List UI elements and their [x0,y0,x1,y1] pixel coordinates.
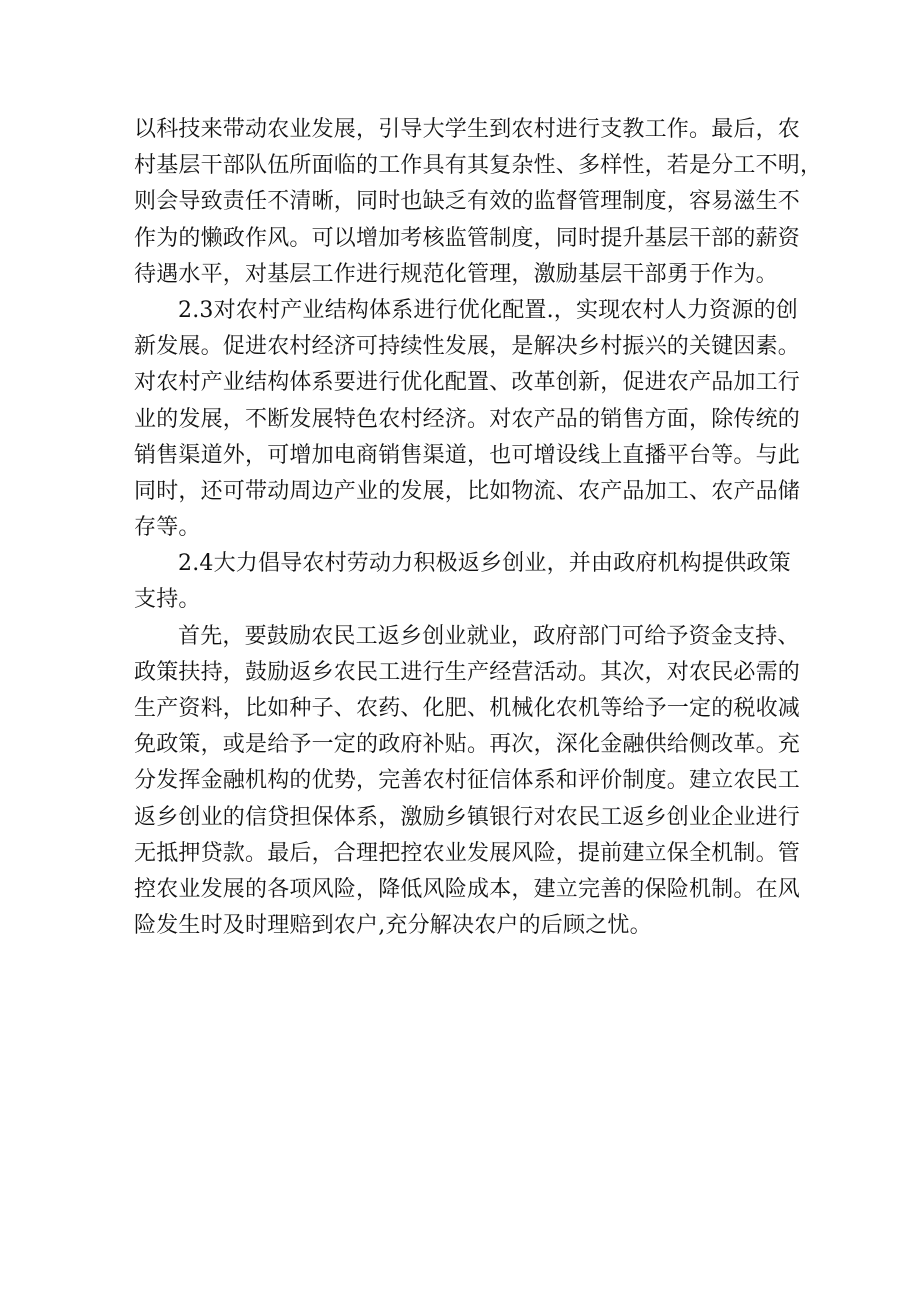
paragraph-4-line-1: 首先，要鼓励农民工返乡创业就业，政府部门可给予资金支持、 [178,623,800,649]
paragraph-1-line-4: 作为的懒政作风。可以增加考核监管制度，同时提升基层干部的薪资 [134,225,801,251]
paragraph-4-line-8: 控农业发展的各项风险，降低风险成本，建立完善的保险机制。在风 [134,876,801,902]
section-2-4-line-1: 2.4大力倡导农村劳动力积极返乡创业，并由政府机构提供政策 [178,551,791,577]
paragraph-4-line-9: 险发生时及时理赔到农户,充分解决农户的后顾之忧。 [134,913,652,939]
paragraph-4-line-4: 免政策，或是给予一定的政府补贴。再次，深化金融供给侧改革。充 [134,732,801,758]
section-2-3-line-4: 业的发展，不断发展特色农村经济。对农产品的销售方面，除传统的 [134,406,801,432]
paragraph-1-line-3: 则会导致责任不清晰，同时也缺乏有效的监督管理制度，容易滋生不 [134,189,801,215]
section-2-3-line-6: 同时，还可带动周边产业的发展，比如物流、农产品加工、农产品储 [134,478,801,504]
paragraph-4-line-6: 返乡创业的信贷担保体系，激励乡镇银行对农民工返乡创业企业进行 [134,804,801,830]
paragraph-1-line-2: 村基层干部队伍所面临的工作具有其复杂性、多样性，若是分工不明， [134,153,823,179]
document-body [134,112,823,944]
paragraph-4-line-5: 分发挥金融机构的优势，完善农村征信体系和评价制度。建立农民工 [134,768,801,794]
paragraph-1-line-1: 以科技来带动农业发展，引导大学生到农村进行支教工作。最后，农 [134,117,801,142]
paragraph-4-line-2: 政策扶持，鼓励返乡农民工进行生产经营活动。其次，对农民必需的 [134,659,801,685]
section-2-3-line-5: 销售渠道外，可增加电商销售渠道，也可增设线上直播平台等。与此 [134,442,801,468]
section-2-3-line-7: 存等。 [134,515,201,541]
paragraph-4-line-3: 生产资料，比如种子、农药、化肥、机械化农机等给予一定的税收减 [134,696,801,721]
section-2-3-line-1: 2.3对农村产业结构体系进行优化配置.，实现农村人力资源的创 [178,297,798,323]
paragraph-1-line-5: 待遇水平，对基层工作进行规范化管理，激励基层干部勇于作为。 [134,261,778,287]
paragraph-4-line-7: 无抵押贷款。最后，合理把控农业发展风险，提前建立保全机制。管 [134,840,801,866]
section-2-4-line-2: 支持。 [134,587,201,613]
section-2-3-line-3: 对农村产业结构体系要进行优化配置、改革创新，促进农产品加工行 [134,370,801,396]
section-2-3-line-2: 新发展。促进农村经济可持续性发展，是解决乡村振兴的关键因素。 [134,334,801,360]
